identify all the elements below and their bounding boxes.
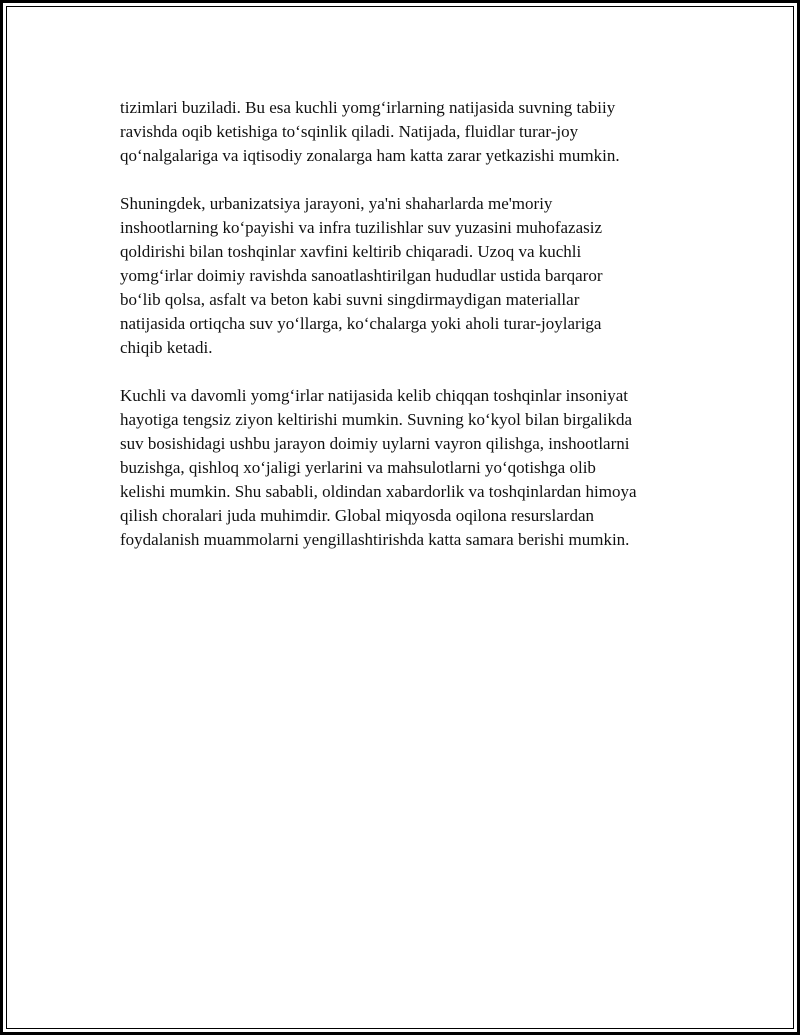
paragraph-2: Shuningdek, urbanizatsiya jarayoni, ya'ni shaharlarda me'moriy inshootlarning ko‘payishi va infra tuzilishlar suv yuzasini muhofazasiz qoldirishi bilan toshqinlar xavfini keltirib chiqaradi. Uzoq va kuchli yomg‘irlar doimiy ravishda sanoatlashtirilgan hududlar ustida barqaror bo‘lib qolsa, asfalt va beton kabi suvni singdirmaydigan materiallar natijasida ortiqcha suv yo‘llarga, ko‘chalarga yoki aholi turar-joylariga chiqib ketadi.: [120, 194, 603, 357]
paragraph-3: Kuchli va davomli yomg‘irlar natijasida kelib chiqqan toshqinlar insoniyat hayotiga tengsiz ziyon keltirishi mumkin. Suvning ko‘kyol bilan birgalikda suv bosishidagi ushbu jarayon doimiy uylarni vayron qilishga, inshootlarni buzishga, qishloq xo‘jaligi yerlarini va mahsulotlarni yo‘qotishga olib kelishi mumkin. Shu sababli, oldindan xabardorlik va toshqinlardan himoya qilish choralari juda muhimdir. Global miqyosda oqilona resurslardan foydalanish muammolarni yengillashtirishda katta samara berishi mumkin.: [120, 386, 637, 549]
document-body: [120, 96, 695, 576]
paragraph-1: tizimlari buziladi. Bu esa kuchli yomg‘irlarning natijasida suvning tabiiy ravishda oqib ketishiga to‘sqinlik qiladi. Natijada, fluidlar turar-joy qo‘nalgalariga va iqtisodiy zonalarga ham katta zarar yetkazishi mumkin.: [120, 98, 620, 165]
